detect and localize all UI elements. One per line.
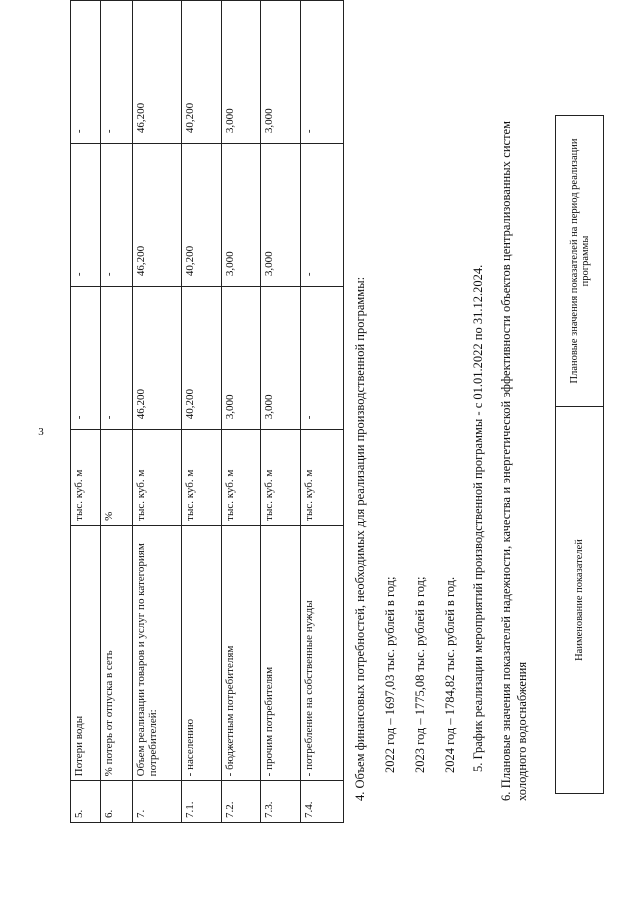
row-value-2023: 40,200: [182, 144, 222, 287]
table-row: [182, 1, 222, 823]
row-unit: тыс. куб. м: [71, 430, 101, 526]
table-row: [133, 1, 182, 823]
row-number: 7.: [133, 781, 182, 823]
row-unit: тыс. куб. м: [261, 430, 301, 526]
row-value-2022: -: [71, 287, 101, 430]
section-4-heading: 4. Объем финансовых потребностей, необходимых для реализации производственной программы:: [353, 276, 367, 801]
table-row: [71, 1, 101, 823]
row-name: - прочим потребителям: [261, 525, 301, 780]
financing-2022: 2022 год – 1697,03 тыс. рублей в год;: [383, 576, 397, 773]
row-value-2022: 3,000: [261, 287, 301, 430]
table-row: [301, 1, 344, 823]
row-number: 7.3.: [261, 781, 301, 823]
row-number: 7.4.: [301, 781, 344, 823]
planned-values-table: [555, 115, 604, 794]
row-value-2023: -: [101, 144, 133, 287]
section-5-schedule: 5. График реализации мероприятий производственной программы - с 01.01.2022 по 31.12.2024.: [471, 264, 485, 772]
row-name: - потребление на собственные нужды: [301, 525, 344, 780]
row-value-2024: 3,000: [261, 1, 301, 144]
row-value-2022: 46,200: [133, 287, 182, 430]
table-header-row: [556, 116, 604, 794]
row-value-2023: 3,000: [222, 144, 261, 287]
row-value-2022: 40,200: [182, 287, 222, 430]
row-value-2023: 3,000: [261, 144, 301, 287]
row-unit: тыс. куб. м: [222, 430, 261, 526]
table-row: [261, 1, 301, 823]
row-value-2024: -: [71, 1, 101, 144]
financing-2024: 2024 год – 1784,82 тыс. рублей в год.: [443, 576, 457, 773]
financing-2023: 2023 год – 1775,08 тыс. рублей в год;: [413, 576, 427, 773]
table-row: [222, 1, 261, 823]
section-6-heading: 6. Плановые значения показателей надежности, качества и энергетической эффективности объектов централизованных систем холодного водоснабжения: [499, 121, 529, 801]
table-row: [101, 1, 133, 823]
row-unit: тыс. куб. м: [182, 430, 222, 526]
row-value-2024: -: [101, 1, 133, 144]
row-unit: %: [101, 430, 133, 526]
row-number: 7.2.: [222, 781, 261, 823]
row-value-2023: 46,200: [133, 144, 182, 287]
row-value-2024: 46,200: [133, 1, 182, 144]
row-number: 6.: [101, 781, 133, 823]
row-number: 7.1.: [182, 781, 222, 823]
row-value-2022: -: [301, 287, 344, 430]
row-value-2024: 3,000: [222, 1, 261, 144]
row-name: - населению: [182, 525, 222, 780]
row-name: % потерь от отпуска в сеть: [101, 525, 133, 780]
row-value-2024: -: [301, 1, 344, 144]
page-number: 3: [38, 426, 44, 438]
column-header-indicator-name: Наименование показателей: [556, 407, 604, 794]
row-number: 5.: [71, 781, 101, 823]
indicators-table: [70, 0, 344, 823]
row-name: Объем реализации товаров и услуг по категориям потребителей:: [133, 525, 182, 780]
row-name: - бюджетным потребителям: [222, 525, 261, 780]
row-value-2023: -: [301, 144, 344, 287]
row-value-2024: 40,200: [182, 1, 222, 144]
row-unit: тыс. куб. м: [133, 430, 182, 526]
row-unit: тыс. куб. м: [301, 430, 344, 526]
row-name: Потери воды: [71, 525, 101, 780]
row-value-2022: -: [101, 287, 133, 430]
column-header-planned-values: Плановые значения показателей на период реализации программы: [556, 116, 604, 407]
row-value-2023: -: [71, 144, 101, 287]
row-value-2022: 3,000: [222, 287, 261, 430]
